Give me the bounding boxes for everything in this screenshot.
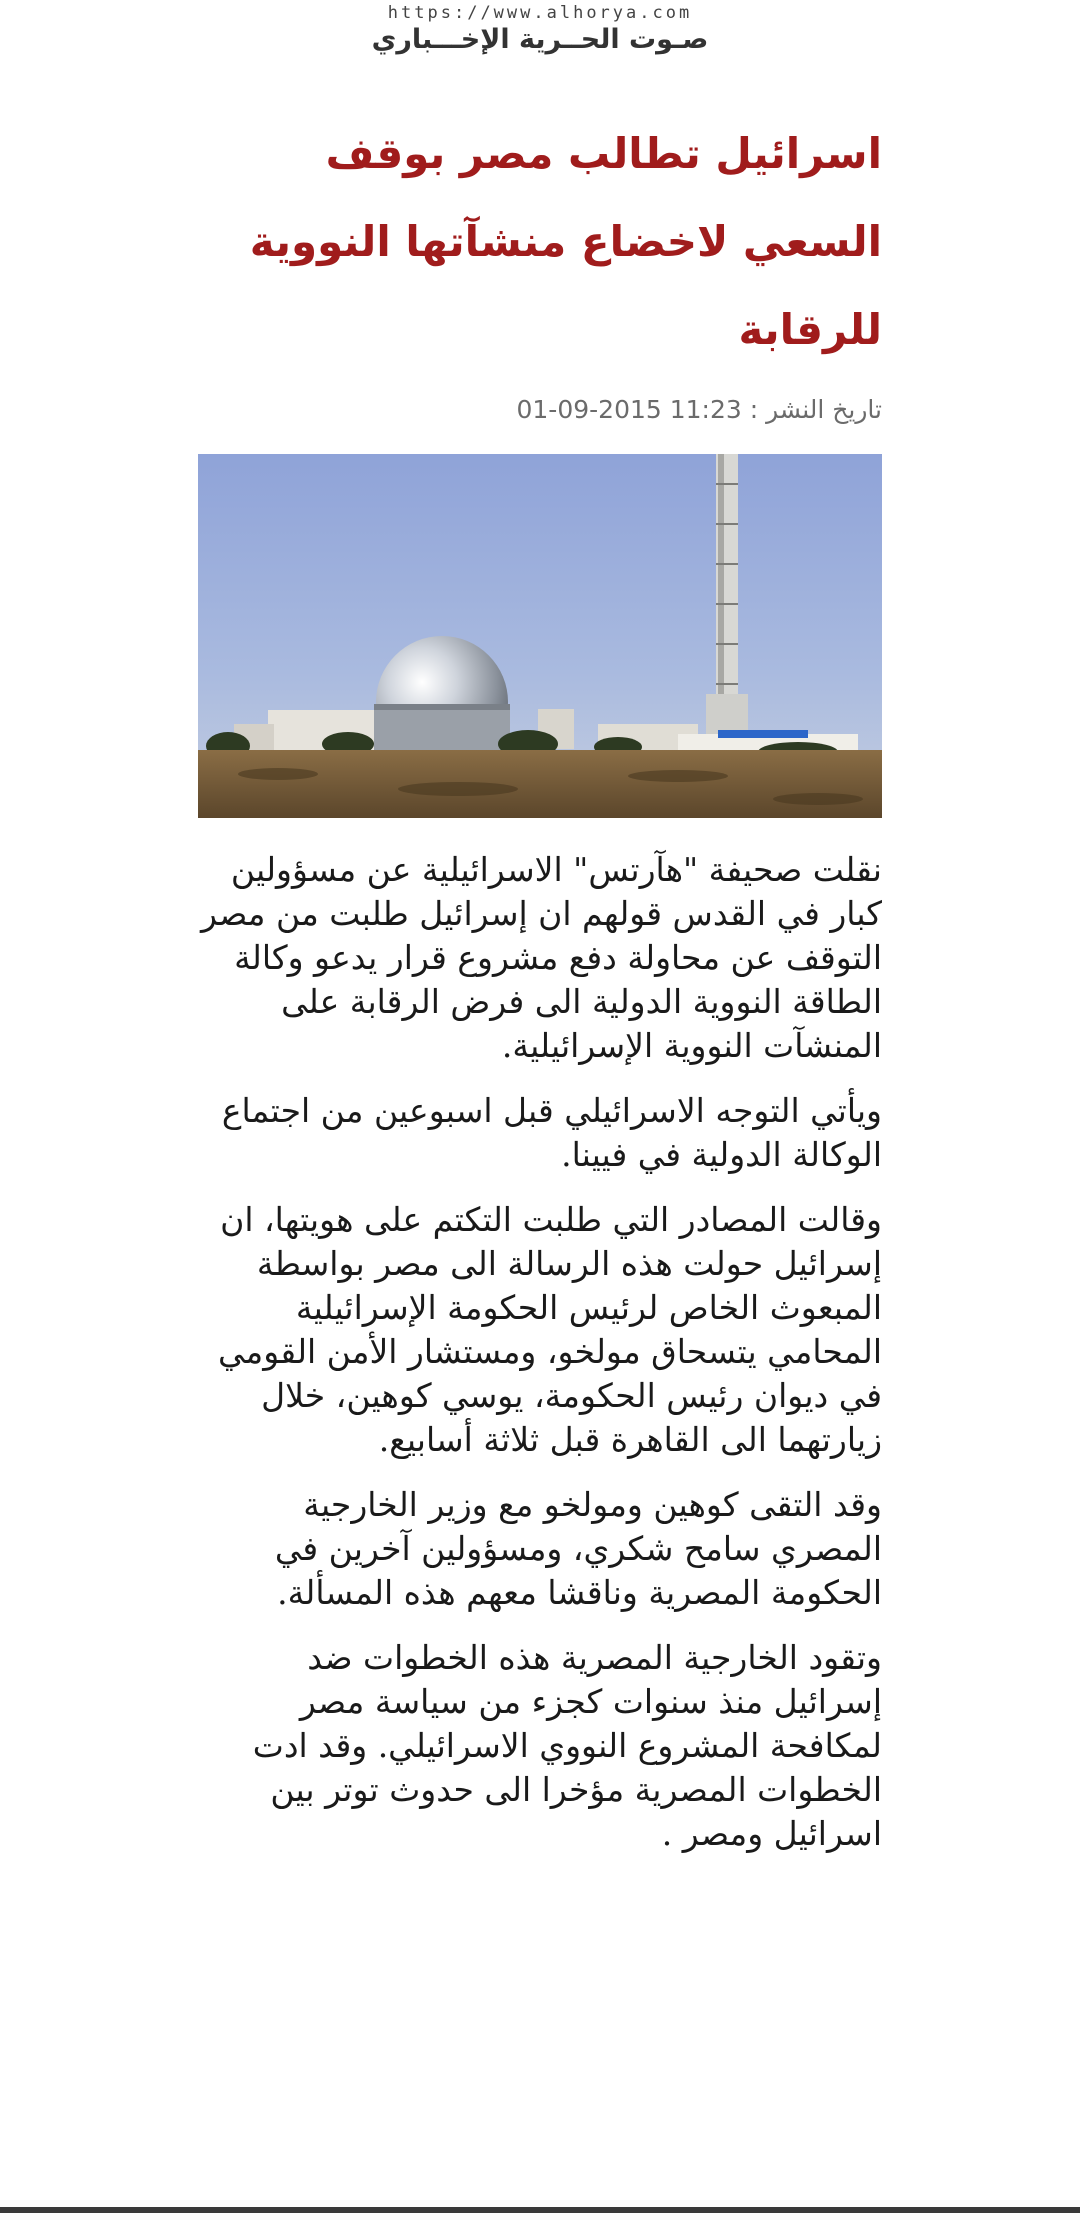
article-paragraph: وقد التقى كوهين ومولخو مع وزير الخارجية المصري سامح شكري، ومسؤولين آخرين في الحكومة المصرية وناقشا معهم هذه المسألة.: [274, 1485, 882, 1612]
publish-date-value: 01-09-2015 11:23: [516, 395, 742, 424]
article-paragraph: وتقود الخارجية المصرية هذه الخطوات ضد إسرائيل منذ سنوات كجزء من سياسة مصر لمكافحة المشروع النووي الاسرائيلي. وقد ادت الخطوات المصرية مؤخرا الى حدوث توتر بين اسرائيل ومصر .: [252, 1638, 882, 1853]
article-paragraph: نقلت صحيفة "هآرتس" الاسرائيلية عن مسؤولين كبار في القدس قولهم ان إسرائيل طلبت من مصر التوقف عن محاولة دفع مشروع قرار يدعو وكالة الطاقة النووية الدولية الى فرض الرقابة على المنشآت النووية الإسرائيلية.: [200, 850, 882, 1065]
article-hero-image: [198, 454, 882, 818]
bottom-bar: [0, 2207, 1080, 2213]
article: [198, 110, 882, 1877]
site-header: [0, 0, 1080, 70]
publish-date: [198, 390, 882, 430]
nuclear-facility-image: [198, 454, 882, 818]
article-body: [198, 848, 882, 1856]
article-paragraph: ويأتي التوجه الاسرائيلي قبل اسبوعين من اجتماع الوكالة الدولية في فيينا.: [221, 1091, 882, 1174]
publish-date-label: تاريخ النشر :: [749, 395, 882, 424]
site-logo[interactable]: صـوت الحــرية الإخـــباري: [371, 24, 709, 55]
site-url[interactable]: https://www.alhorya.com: [387, 3, 693, 23]
article-paragraph: وقالت المصادر التي طلبت التكتم على هويتها، ان إسرائيل حولت هذه الرسالة الى مصر بواسطة المبعوث الخاص لرئيس الحكومة الإسرائيلية المحامي يتسحاق مولخو، ومستشار الأمن القومي في ديوان رئيس الحكومة، يوسي كوهين، خلال زيارتهما الى القاهرة قبل ثلاثة أسابيع.: [218, 1200, 882, 1459]
article-headline: اسرائيل تطالب مصر بوقف السعي لاخضاع منشآتها النووية للرقابة: [249, 129, 882, 354]
